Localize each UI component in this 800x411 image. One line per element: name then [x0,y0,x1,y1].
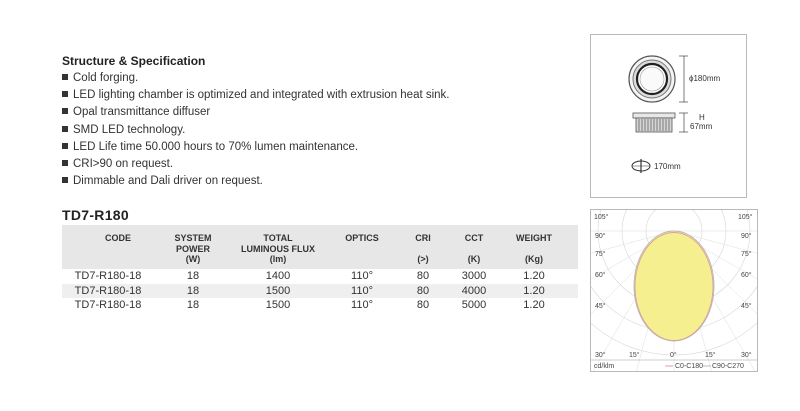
bullet-square-icon [62,108,68,114]
table-row [62,284,578,299]
feature-item: Opal transmittance diffuser [62,104,450,121]
angle-label: 75° [741,251,752,258]
bullet-square-icon [62,91,68,97]
cell-power: 18 [186,299,200,311]
header-power: SYSTEM POWER (W) [174,233,212,264]
cell-cct: 4000 [461,284,487,297]
cell-weight: 1.20 [523,284,545,297]
unit-label: cd/klm [594,363,615,370]
cell-cct: 3000 [461,270,487,282]
header-code: CODE [104,233,132,243]
diameter-dimension-line [679,56,688,102]
cell-cct: 5000 [461,299,487,311]
top-view-icon [629,56,675,102]
angle-label: 45° [741,303,752,310]
cell-optics: 110° [351,270,373,282]
spec-table [62,225,578,313]
cell-optics: 110° [351,284,373,297]
header-cri: CRI (>) [415,233,431,264]
cutout-label: 170mm [654,162,681,171]
feature-item: LED lighting chamber is optimized and integrated with extrusion heat sink. [62,87,450,104]
bottom-angle-label: 0° [670,352,677,359]
legend-c0: C0-C180 [675,363,704,370]
legend-c90: C90-C270 [712,363,744,370]
spec-title: Structure & Specification [62,54,206,68]
cell-power: 18 [186,284,200,297]
bullet-square-icon [62,177,68,183]
cell-weight: 1.20 [523,299,545,311]
diameter-label: ϕ180mm [689,74,721,83]
cell-flux: 1500 [265,299,291,311]
cell-cri: 80 [416,270,430,282]
header-optics: OPTICS [345,233,379,243]
bullet-square-icon [62,160,68,166]
height-label: 67mm [690,122,713,131]
angle-label: 60° [595,272,606,279]
cell-code: TD7-R180-18 [74,270,142,282]
bottom-angle-label: 15° [705,352,716,359]
table-row [62,269,578,284]
polar-svg [591,210,757,371]
header-flux: TOTAL LUMINOUS FLUX (lm) [241,233,315,264]
angle-label: 45° [595,303,606,310]
feature-item: CRI>90 on request. [62,156,450,173]
feature-item: LED Life time 50.000 hours to 70% lumen maintenance. [62,139,450,156]
header-weight: WEIGHT (Kg) [516,233,552,264]
angle-label: 105° [738,214,753,221]
table-row [62,298,578,313]
dimension-drawing [590,34,747,198]
polar-diagram [590,209,758,372]
cutout-icon [632,159,650,173]
bullet-square-icon [62,143,68,149]
side-view-icon [633,113,675,132]
feature-list [62,70,450,190]
feature-item: Dimmable and Dali driver on request. [62,173,450,190]
feature-item: Cold forging. [62,70,450,87]
feature-item: SMD LED technology. [62,122,450,139]
bottom-angle-label: 30° [595,352,606,359]
cell-flux: 1500 [265,284,291,297]
height-dimension-line [679,113,688,132]
model-title: TD7-R180 [62,207,129,223]
bottom-angle-label: 30° [741,352,752,359]
angle-label: 90° [741,233,752,240]
bottom-angle-label: 15° [629,352,640,359]
angle-label: 105° [594,214,609,221]
dimension-svg [591,35,746,197]
bullet-square-icon [62,126,68,132]
cell-code: TD7-R180-18 [74,284,142,297]
intensity-curves [634,231,714,341]
cell-cri: 80 [416,299,430,311]
angle-label: 90° [595,233,606,240]
angle-label: 75° [595,251,606,258]
header-cct: CCT (K) [464,233,484,264]
height-letter: H [699,113,705,122]
cell-flux: 1400 [265,270,291,282]
cell-cri: 80 [416,284,430,297]
table-header [62,225,578,269]
cell-code: TD7-R180-18 [74,299,142,311]
angle-label: 60° [741,272,752,279]
cell-weight: 1.20 [523,270,545,282]
bullet-square-icon [62,74,68,80]
cell-power: 18 [186,270,200,282]
cell-optics: 110° [351,299,373,311]
